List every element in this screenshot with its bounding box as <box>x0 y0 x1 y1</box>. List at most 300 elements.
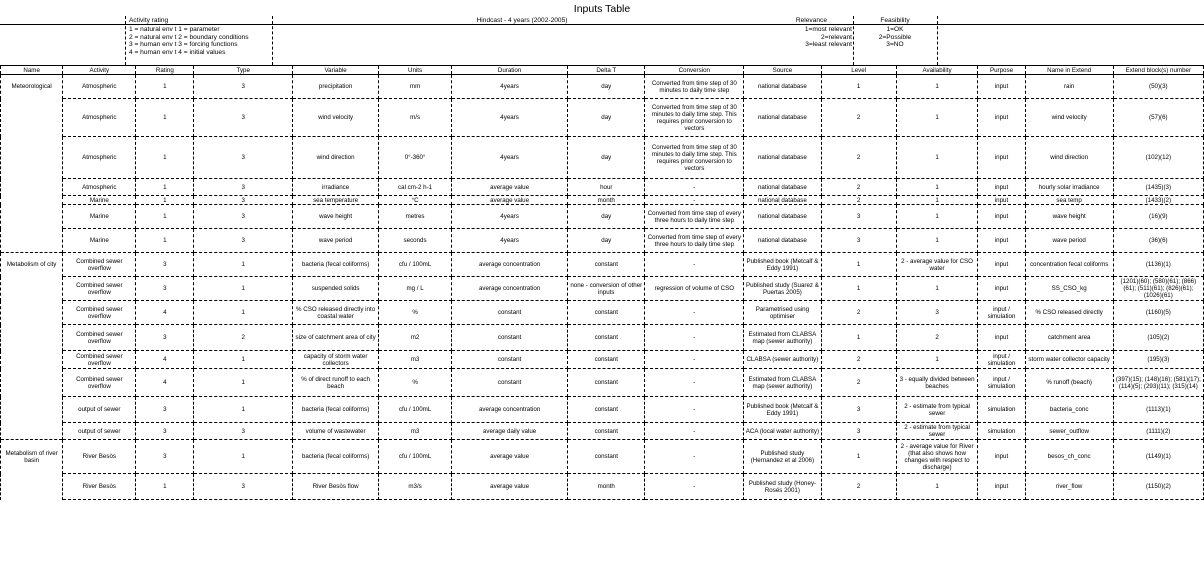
relevance-line: 1=most relevant <box>804 26 852 34</box>
cell-availability: 2 - average value for CSO water <box>896 253 978 277</box>
relevance-line: 3=least relevant <box>805 41 852 49</box>
cell-level: 1 <box>821 277 896 301</box>
cell-conversion: - <box>645 440 744 474</box>
cell-delta-t: constant <box>568 351 645 369</box>
cell-source: national database <box>744 99 821 137</box>
cell-activity: Marine <box>63 205 136 229</box>
cell-duration: average value <box>452 474 568 500</box>
cell-extend-name: SS_CSO_kg <box>1025 277 1113 301</box>
column-header-row <box>1 66 1204 75</box>
cell-units: m3 <box>379 351 452 369</box>
cell-extend-block: (195)(3) <box>1113 351 1203 369</box>
cell-purpose: input / simulation <box>978 369 1025 397</box>
cell-name <box>1 369 63 397</box>
cell-units: metres <box>379 205 452 229</box>
cell-variable: % CSO released directly into coastal water <box>293 301 379 325</box>
cell-name <box>1 397 63 423</box>
cell-conversion: - <box>645 397 744 423</box>
cell-extend-name: besos_ch_conc <box>1025 440 1113 474</box>
cell-conversion: - <box>645 301 744 325</box>
cell-rating: 3 <box>136 325 194 351</box>
cell-rating: 3 <box>136 397 194 423</box>
cell-units: cfu / 100mL <box>379 253 452 277</box>
cell-delta-t: none - conversion of other inputs <box>568 277 645 301</box>
cell-duration: average value <box>452 196 568 205</box>
cell-availability: 1 <box>896 351 978 369</box>
cell-extend-name: wave period <box>1025 229 1113 253</box>
cell-delta-t: constant <box>568 423 645 440</box>
cell-type: 3 <box>194 474 293 500</box>
cell-conversion: - <box>645 253 744 277</box>
cell-units: cfu / 100mL <box>379 440 452 474</box>
cell-extend-name: hourly solar irradiance <box>1025 179 1113 196</box>
cell-extend-name: bacteria_conc <box>1025 397 1113 423</box>
cell-extend-block: (397)(15); (148)(16); (581)(17); (114)(5); (293)(11); (315)(14) <box>1113 369 1203 397</box>
cell-purpose: input <box>978 99 1025 137</box>
cell-level: 1 <box>821 325 896 351</box>
cell-variable: wind direction <box>293 137 379 179</box>
cell-type: 2 <box>194 325 293 351</box>
table-row <box>1 277 1204 301</box>
cell-extend-block: (1160)(5) <box>1113 301 1203 325</box>
activity-rating-title: Activity rating <box>129 17 169 24</box>
cell-extend-block: (1201)(60); (580)(61); (866)(61); (511)(61); (826)(61); (1026)(61) <box>1113 277 1203 301</box>
cell-variable: bacteria (fecal coliforms) <box>293 253 379 277</box>
cell-purpose: input <box>978 75 1025 99</box>
cell-name <box>1 351 63 369</box>
cell-delta-t: day <box>568 229 645 253</box>
group-header <box>0 16 1204 66</box>
cell-conversion: - <box>645 423 744 440</box>
cell-name: Metabolism of city <box>1 253 63 277</box>
cell-activity: Atmospheric <box>63 179 136 196</box>
cell-extend-block: (36)(6) <box>1113 229 1203 253</box>
cell-rating: 1 <box>136 196 194 205</box>
cell-level: 1 <box>821 75 896 99</box>
cell-extend-name: % runoff (beach) <box>1025 369 1113 397</box>
cell-duration: constant <box>452 301 568 325</box>
cell-purpose: input <box>978 325 1025 351</box>
cell-source: Published study (Suarez & Puertas 2005) <box>744 277 821 301</box>
cell-availability: 2 <box>896 325 978 351</box>
activity-rating-line: 2 = natural env t 2 = boundary conditions <box>129 33 249 41</box>
cell-variable: sea temperature <box>293 196 379 205</box>
cell-source: national database <box>744 75 821 99</box>
cell-delta-t: constant <box>568 325 645 351</box>
cell-units: mg / L <box>379 277 452 301</box>
cell-rating: 3 <box>136 440 194 474</box>
cell-rating: 1 <box>136 474 194 500</box>
cell-delta-t: constant <box>568 301 645 325</box>
cell-source: Estimated from CLABSA map (sewer authority) <box>744 325 821 351</box>
cell-variable: irradiance <box>293 179 379 196</box>
cell-purpose: input <box>978 440 1025 474</box>
cell-name <box>1 474 63 500</box>
cell-rating: 4 <box>136 369 194 397</box>
cell-duration: average daily value <box>452 423 568 440</box>
feasibility-line: 1=OK <box>886 26 904 34</box>
cell-level: 1 <box>821 253 896 277</box>
cell-variable: capacity of storm water collectors <box>293 351 379 369</box>
cell-extend-name: sea temp <box>1025 196 1113 205</box>
cell-availability: 1 <box>896 205 978 229</box>
cell-activity: Combined sewer overflow <box>63 325 136 351</box>
cell-availability: 3 - equally divided between beaches <box>896 369 978 397</box>
cell-availability: 1 <box>896 75 978 99</box>
cell-purpose: input / simulation <box>978 301 1025 325</box>
cell-type: 3 <box>194 99 293 137</box>
col-header: Source <box>744 66 821 75</box>
cell-extend-name: rain <box>1025 75 1113 99</box>
cell-variable: suspended solids <box>293 277 379 301</box>
cell-name <box>1 423 63 440</box>
cell-units: m3 <box>379 423 452 440</box>
cell-units: °C <box>379 196 452 205</box>
hindcast-label: Hindcast - 4 years (2002-2005) <box>476 17 568 24</box>
cell-delta-t: constant <box>568 397 645 423</box>
cell-variable: wind velocity <box>293 99 379 137</box>
cell-conversion: Converted from time step of every three hours to daily time step <box>645 229 744 253</box>
cell-rating: 1 <box>136 205 194 229</box>
cell-rating: 3 <box>136 253 194 277</box>
relevance-legend <box>772 17 852 49</box>
cell-name <box>1 179 63 196</box>
cell-name: Metabolism of river basin <box>1 440 63 474</box>
cell-extend-name: storm water collector capacity <box>1025 351 1113 369</box>
cell-type: 1 <box>194 253 293 277</box>
cell-activity: Combined sewer overflow <box>63 301 136 325</box>
cell-availability: 2 - average value for River (that also shows how changes with respect to discharge) <box>896 440 978 474</box>
cell-type: 3 <box>194 423 293 440</box>
cell-extend-block: (50)(3) <box>1113 75 1203 99</box>
cell-activity: Combined sewer overflow <box>63 369 136 397</box>
cell-rating: 1 <box>136 99 194 137</box>
cell-level: 2 <box>821 301 896 325</box>
cell-extend-name: catchment area <box>1025 325 1113 351</box>
cell-conversion: Converted from time step of 30 minutes to daily time step. This requires prior conversion to vectors <box>645 137 744 179</box>
cell-source: Parametrised using optimiser <box>744 301 821 325</box>
cell-activity: output of sewer <box>63 423 136 440</box>
cell-source: national database <box>744 196 821 205</box>
cell-purpose: input <box>978 253 1025 277</box>
cell-source: CLABSA (sewer authority) <box>744 351 821 369</box>
cell-type: 3 <box>194 205 293 229</box>
cell-purpose: input <box>978 137 1025 179</box>
cell-level: 2 <box>821 474 896 500</box>
col-header: Level <box>821 66 896 75</box>
cell-extend-block: (1150)(2) <box>1113 474 1203 500</box>
cell-availability: 2 - estimate from typical sewer <box>896 397 978 423</box>
relevance-title: Relevance <box>795 17 827 24</box>
cell-source: Estimated from CLABSA map (sewer authority) <box>744 369 821 397</box>
col-header: Type <box>194 66 293 75</box>
cell-source: national database <box>744 229 821 253</box>
col-header: Name <box>1 66 63 75</box>
table-row <box>1 423 1204 440</box>
cell-extend-block: (1111)(2) <box>1113 423 1203 440</box>
table-row <box>1 397 1204 423</box>
cell-delta-t: day <box>568 205 645 229</box>
table-row <box>1 369 1204 397</box>
relevance-line: 2=relevant <box>821 33 852 41</box>
cell-rating: 1 <box>136 137 194 179</box>
activity-rating-line: 4 = human env t 4 = initial values <box>129 48 226 56</box>
cell-type: 1 <box>194 301 293 325</box>
cell-activity: River Besòs <box>63 440 136 474</box>
cell-units: m2 <box>379 325 452 351</box>
cell-extend-block: (1113)(1) <box>1113 397 1203 423</box>
cell-units: seconds <box>379 229 452 253</box>
cell-units: cal cm-2 h-1 <box>379 179 452 196</box>
cell-delta-t: constant <box>568 369 645 397</box>
cell-delta-t: constant <box>568 440 645 474</box>
cell-activity: Combined sewer overflow <box>63 253 136 277</box>
cell-level: 2 <box>821 369 896 397</box>
cell-extend-name: wind velocity <box>1025 99 1113 137</box>
cell-extend-name: % CSO released directly <box>1025 301 1113 325</box>
cell-availability: 1 <box>896 277 978 301</box>
table-row <box>1 440 1204 474</box>
cell-activity: Atmospheric <box>63 137 136 179</box>
cell-name <box>1 301 63 325</box>
cell-conversion: Converted from time step of 30 minutes to daily time step <box>645 75 744 99</box>
cell-variable: size of catchment area of city <box>293 325 379 351</box>
col-header: Units <box>379 66 452 75</box>
cell-units: mm <box>379 75 452 99</box>
cell-level: 2 <box>821 351 896 369</box>
cell-duration: 4years <box>452 75 568 99</box>
cell-type: 1 <box>194 369 293 397</box>
cell-level: 1 <box>821 440 896 474</box>
cell-extend-block: (1149)(1) <box>1113 440 1203 474</box>
cell-purpose: input <box>978 229 1025 253</box>
table-row <box>1 253 1204 277</box>
cell-source: Published study (Honey-Rosés 2001) <box>744 474 821 500</box>
cell-source: Published study (Hernandez et al 2006) <box>744 440 821 474</box>
table-row <box>1 196 1204 205</box>
cell-name <box>1 99 63 137</box>
cell-delta-t: month <box>568 196 645 205</box>
cell-name <box>1 229 63 253</box>
cell-name <box>1 277 63 301</box>
cell-type: 1 <box>194 440 293 474</box>
table-row <box>1 351 1204 369</box>
cell-activity: Combined sewer overflow <box>63 351 136 369</box>
cell-type: 3 <box>194 196 293 205</box>
cell-conversion: - <box>645 369 744 397</box>
cell-extend-name: concentration fecal coliforms <box>1025 253 1113 277</box>
col-header: Variable <box>293 66 379 75</box>
cell-duration: 4years <box>452 137 568 179</box>
cell-availability: 3 <box>896 301 978 325</box>
cell-availability: 1 <box>896 474 978 500</box>
cell-rating: 1 <box>136 229 194 253</box>
cell-source: Published book (Metcalf & Eddy 1991) <box>744 253 821 277</box>
col-header: Purpose <box>978 66 1025 75</box>
cell-extend-name: river_flow <box>1025 474 1113 500</box>
cell-variable: % of direct runoff to each beach <box>293 369 379 397</box>
cell-rating: 1 <box>136 179 194 196</box>
col-header: Extend block(s) number <box>1113 66 1203 75</box>
cell-availability: 1 <box>896 137 978 179</box>
cell-duration: average value <box>452 179 568 196</box>
cell-rating: 3 <box>136 423 194 440</box>
cell-delta-t: constant <box>568 253 645 277</box>
col-header: Delta T <box>568 66 645 75</box>
cell-variable: River Besòs flow <box>293 474 379 500</box>
activity-rating-line: 3 = human env t 3 = forcing functions <box>129 41 238 49</box>
cell-source: national database <box>744 179 821 196</box>
table-row <box>1 137 1204 179</box>
cell-type: 1 <box>194 277 293 301</box>
cell-level: 2 <box>821 99 896 137</box>
cell-type: 3 <box>194 75 293 99</box>
cell-level: 2 <box>821 179 896 196</box>
cell-duration: average concentration <box>452 277 568 301</box>
cell-rating: 4 <box>136 301 194 325</box>
cell-level: 3 <box>821 423 896 440</box>
cell-level: 3 <box>821 205 896 229</box>
cell-extend-name: sewer_outflow <box>1025 423 1113 440</box>
cell-conversion: - <box>645 474 744 500</box>
col-header: Availability <box>896 66 978 75</box>
feasibility-line: 3=NO <box>886 41 904 49</box>
cell-type: 3 <box>194 179 293 196</box>
cell-conversion: - <box>645 196 744 205</box>
cell-type: 1 <box>194 351 293 369</box>
col-header: Duration <box>452 66 568 75</box>
cell-extend-block: (1136)(1) <box>1113 253 1203 277</box>
col-header: Rating <box>136 66 194 75</box>
cell-purpose: input <box>978 179 1025 196</box>
cell-availability: 1 <box>896 229 978 253</box>
cell-conversion: Converted from time step of every three hours to daily time step <box>645 205 744 229</box>
activity-rating-legend <box>129 17 271 56</box>
col-header: Name in Extend <box>1025 66 1113 75</box>
cell-variable: precipitation <box>293 75 379 99</box>
cell-name <box>1 325 63 351</box>
cell-level: 3 <box>821 229 896 253</box>
table-title: Inputs Table <box>573 3 631 15</box>
cell-rating: 3 <box>136 277 194 301</box>
cell-variable: bacteria (fecal coliforms) <box>293 440 379 474</box>
cell-source: national database <box>744 205 821 229</box>
cell-duration: 4years <box>452 99 568 137</box>
cell-purpose: input <box>978 196 1025 205</box>
cell-availability: 1 <box>896 99 978 137</box>
table-row <box>1 474 1204 500</box>
table-row <box>1 229 1204 253</box>
cell-units: cfu / 100mL <box>379 397 452 423</box>
cell-name: Meteorological <box>1 75 63 99</box>
cell-extend-name: wave height <box>1025 205 1113 229</box>
cell-conversion: regression of volume of CSO <box>645 277 744 301</box>
cell-level: 2 <box>821 137 896 179</box>
col-header: Activity <box>63 66 136 75</box>
cell-type: 3 <box>194 229 293 253</box>
cell-level: 2 <box>821 196 896 205</box>
table-row <box>1 301 1204 325</box>
cell-extend-block: (57)(6) <box>1113 99 1203 137</box>
cell-rating: 4 <box>136 351 194 369</box>
cell-conversion: - <box>645 179 744 196</box>
cell-units: % <box>379 301 452 325</box>
cell-activity: Combined sewer overflow <box>63 277 136 301</box>
cell-purpose: simulation <box>978 423 1025 440</box>
cell-units: % <box>379 369 452 397</box>
cell-duration: constant <box>452 369 568 397</box>
cell-delta-t: day <box>568 99 645 137</box>
col-header: Conversion <box>645 66 744 75</box>
feasibility-legend <box>855 17 935 49</box>
cell-name <box>1 196 63 205</box>
cell-duration: constant <box>452 325 568 351</box>
cell-extend-block: (16)(9) <box>1113 205 1203 229</box>
cell-type: 1 <box>194 397 293 423</box>
cell-purpose: input <box>978 474 1025 500</box>
cell-variable: wave height <box>293 205 379 229</box>
cell-duration: constant <box>452 351 568 369</box>
cell-activity: Atmospheric <box>63 99 136 137</box>
cell-extend-block: (105)(2) <box>1113 325 1203 351</box>
cell-variable: volume of wastewater <box>293 423 379 440</box>
cell-activity: Marine <box>63 229 136 253</box>
cell-delta-t: day <box>568 137 645 179</box>
cell-purpose: input <box>978 277 1025 301</box>
cell-purpose: simulation <box>978 397 1025 423</box>
cell-extend-name: wind direction <box>1025 137 1113 179</box>
cell-duration: average concentration <box>452 253 568 277</box>
table-row <box>1 75 1204 99</box>
cell-conversion: Converted from time step of 30 minutes to daily time step. This requires prior conversion to vectors <box>645 99 744 137</box>
cell-delta-t: month <box>568 474 645 500</box>
cell-conversion: - <box>645 325 744 351</box>
cell-activity: Atmospheric <box>63 75 136 99</box>
cell-extend-block: (1433)(2) <box>1113 196 1203 205</box>
table-row <box>1 205 1204 229</box>
cell-name <box>1 205 63 229</box>
cell-variable: bacteria (fecal coliforms) <box>293 397 379 423</box>
activity-rating-line: 1 = natural env t 1 = parameter <box>129 26 220 34</box>
cell-duration: average value <box>452 440 568 474</box>
cell-units: m3/s <box>379 474 452 500</box>
cell-delta-t: day <box>568 75 645 99</box>
cell-extend-block: (102)(12) <box>1113 137 1203 179</box>
cell-extend-block: (1435)(3) <box>1113 179 1203 196</box>
cell-level: 3 <box>821 397 896 423</box>
inputs-table <box>0 65 1204 500</box>
table-row <box>1 325 1204 351</box>
cell-delta-t: hour <box>568 179 645 196</box>
cell-availability: 1 <box>896 196 978 205</box>
cell-duration: average concentration <box>452 397 568 423</box>
cell-rating: 1 <box>136 75 194 99</box>
cell-units: m/s <box>379 99 452 137</box>
cell-activity: output of sewer <box>63 397 136 423</box>
cell-activity: River Besòs <box>63 474 136 500</box>
table-row <box>1 99 1204 137</box>
cell-availability: 2 - estimate from typical sewer <box>896 423 978 440</box>
feasibility-title: Feasibility <box>880 17 910 24</box>
cell-source: national database <box>744 137 821 179</box>
cell-purpose: input <box>978 205 1025 229</box>
table-row <box>1 179 1204 196</box>
cell-duration: 4years <box>452 229 568 253</box>
cell-conversion: - <box>645 351 744 369</box>
cell-purpose: input / simulation <box>978 351 1025 369</box>
cell-duration: 4years <box>452 205 568 229</box>
cell-variable: wave period <box>293 229 379 253</box>
